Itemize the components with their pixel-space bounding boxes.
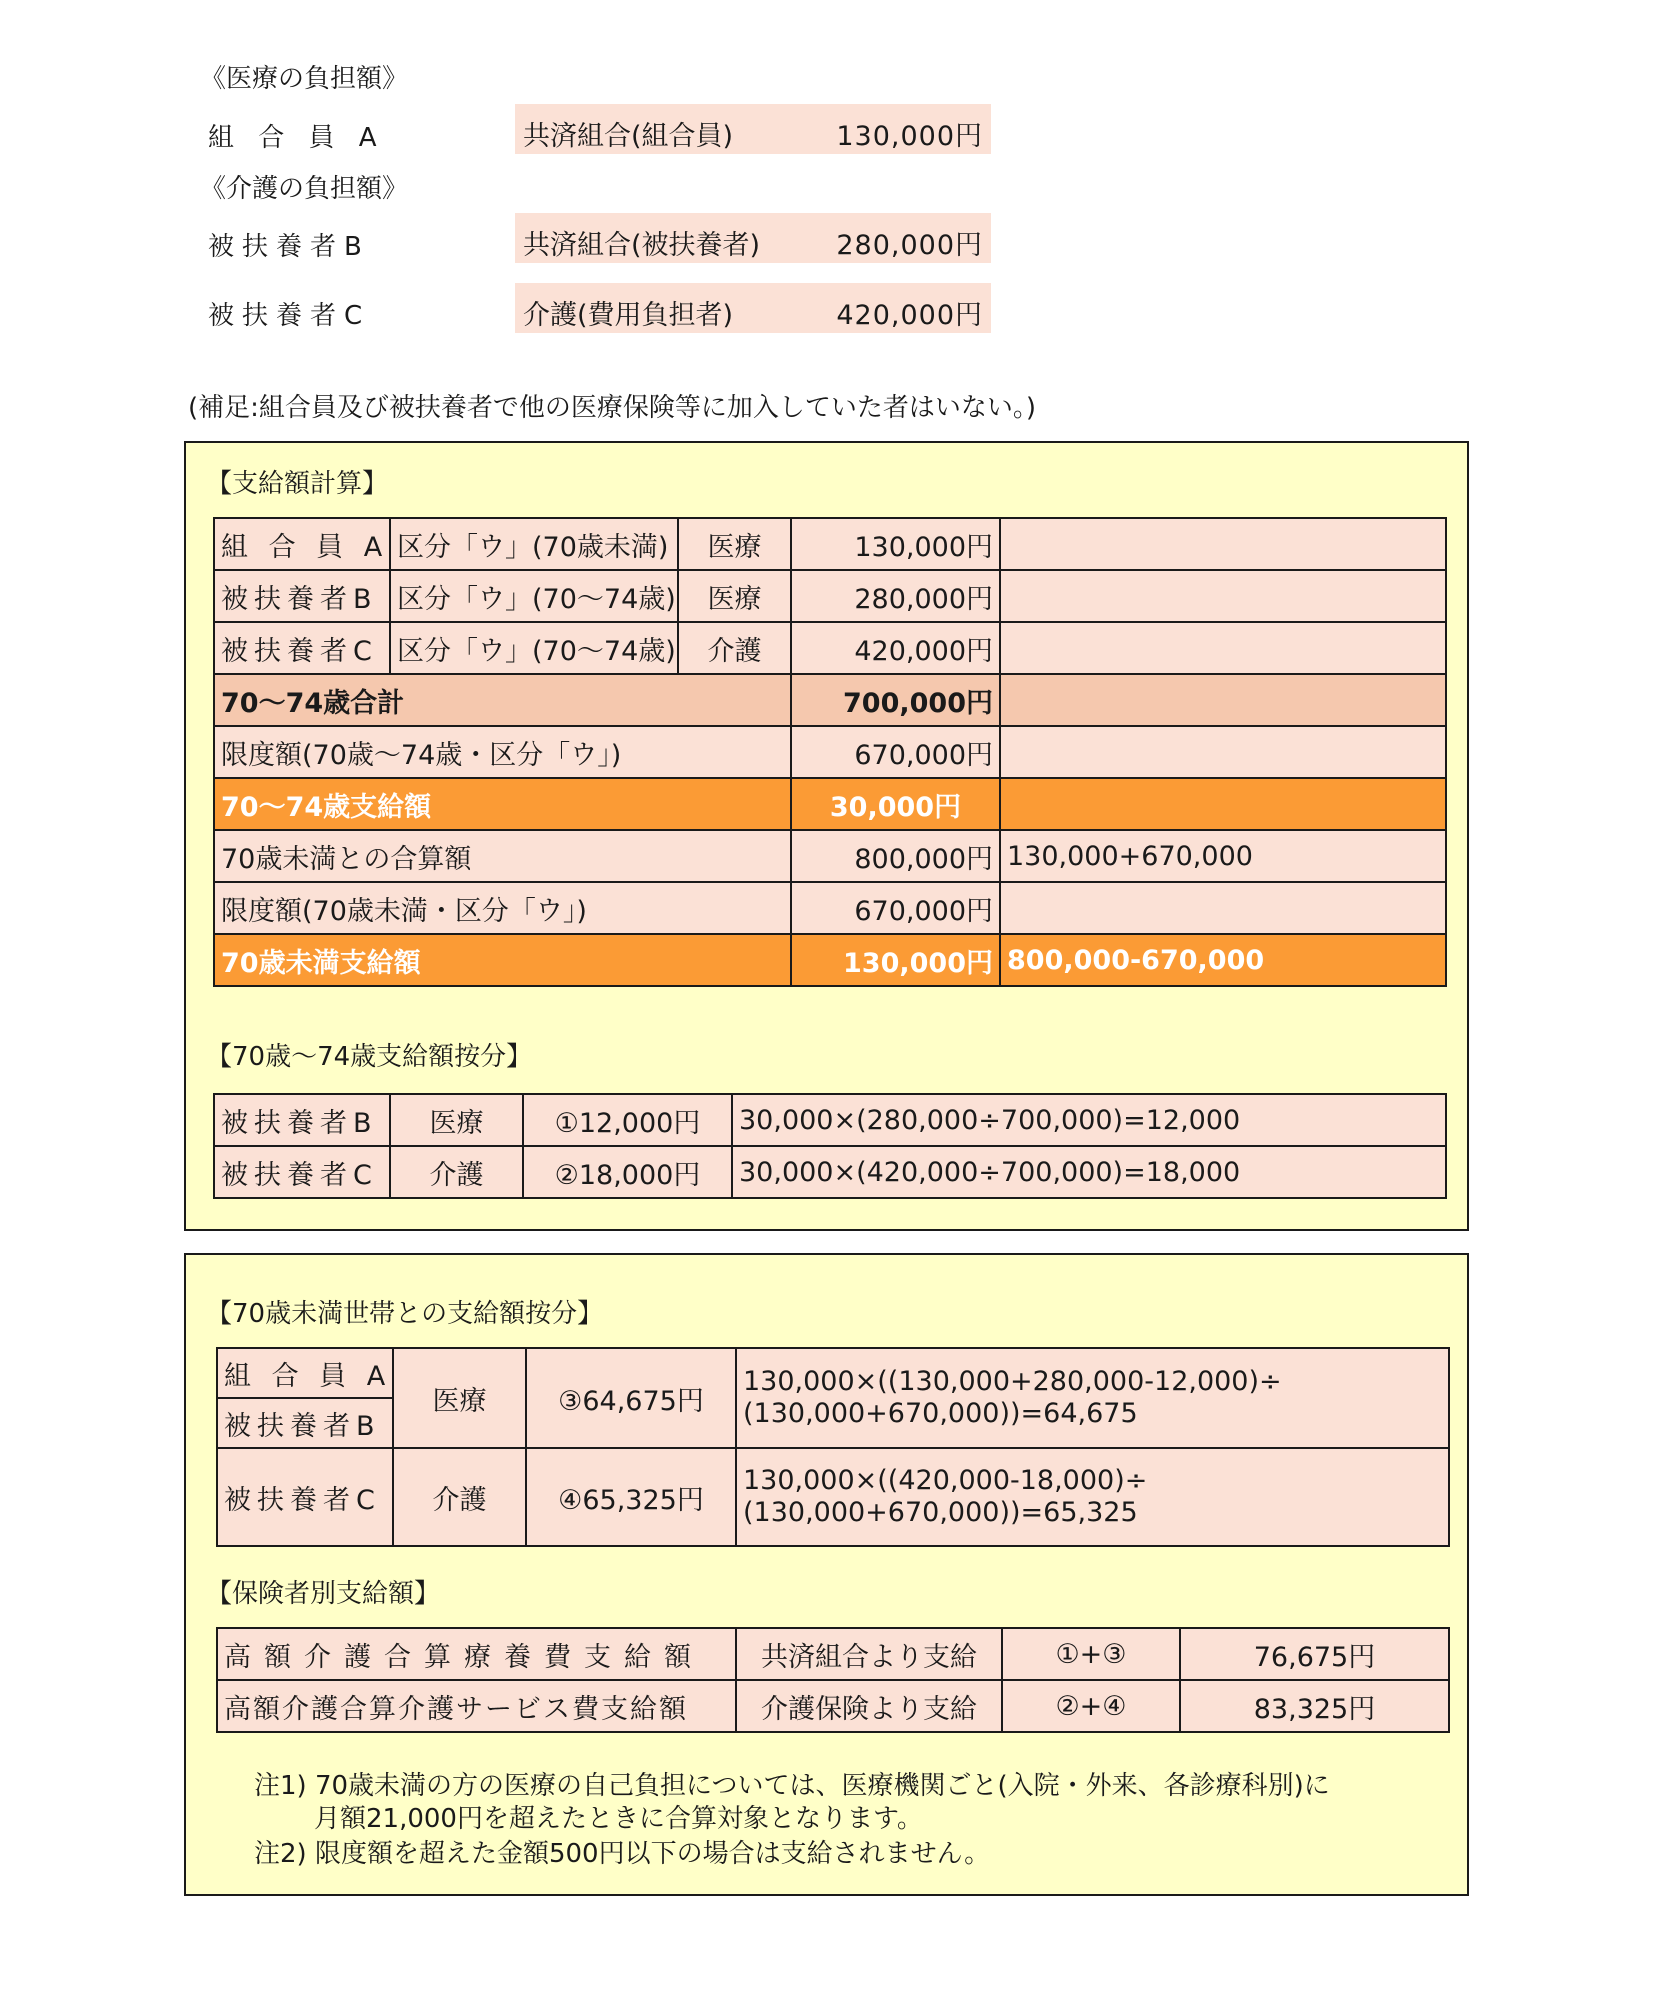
member-a-amount: 130,000円 xyxy=(836,121,983,152)
table-row xyxy=(214,622,1446,674)
amount-cell: 420,000円 xyxy=(791,622,1000,674)
dependent-b-label: 被扶養者B xyxy=(208,232,370,262)
benefit-row xyxy=(214,934,1446,986)
person-name-cell: 被扶養者C xyxy=(214,622,390,674)
dependent-c-label: 被扶養者C xyxy=(208,301,371,331)
type-cell: 介護 xyxy=(678,622,791,674)
calc-cell: ②+④ xyxy=(1002,1680,1180,1732)
formula-line-2: (130,000+670,000))=65,325 xyxy=(743,1497,1138,1528)
table-row xyxy=(214,1146,1446,1198)
insurer-benefit-title: 【保険者別支給額】 xyxy=(206,1579,441,1609)
amount-cell: ③64,675円 xyxy=(526,1348,736,1448)
member-a-label: 組 合 員 A xyxy=(208,123,385,153)
limit-row xyxy=(214,726,1446,778)
note-cell xyxy=(1000,518,1446,570)
person-name-cell: 被扶養者C xyxy=(214,1146,390,1198)
type-cell: 介護 xyxy=(390,1146,523,1198)
table-row xyxy=(217,1348,1449,1398)
summary-label-cell: 70〜74歳合計 xyxy=(214,674,791,726)
payer-cell: 共済組合より支給 xyxy=(736,1628,1002,1680)
member-a-box-label: 共済組合(組合員) xyxy=(523,121,734,152)
dependent-b-amount-box xyxy=(515,213,991,263)
limit-row xyxy=(214,882,1446,934)
person-name-cell: 被扶養者C xyxy=(217,1448,393,1546)
care-burden-heading: 《介護の負担額》 xyxy=(200,174,409,204)
benefit-amount-cell: 83,325円 xyxy=(1180,1680,1449,1732)
summary-amount-cell: 670,000円 xyxy=(791,726,1000,778)
formula-cell: 30,000×(280,000÷700,000)=12,000 xyxy=(732,1094,1446,1146)
note-2: 注2) 限度額を超えた金額500円以下の場合は支給されません。 xyxy=(254,1839,991,1869)
summary-label-cell: 70歳未満との合算額 xyxy=(214,830,791,882)
person-name-cell: 組 合 員 A xyxy=(214,518,390,570)
medical-burden-heading: 《医療の負担額》 xyxy=(200,64,409,94)
supplement-note: (補足:組合員及び被扶養者で他の医療保険等に加入していた者はいない。) xyxy=(188,393,1037,423)
table-row xyxy=(214,570,1446,622)
benefit-name-cell: 高額介護合算療養費支給額 xyxy=(217,1628,736,1680)
table-row xyxy=(217,1680,1449,1732)
payer-cell: 介護保険より支給 xyxy=(736,1680,1002,1732)
dependent-b-box-label: 共済組合(被扶養者) xyxy=(523,230,761,261)
formula-cell xyxy=(736,1348,1449,1448)
allocation-70-74-title: 【70歳〜74歳支給額按分】 xyxy=(206,1042,533,1072)
benefit-calculation-title: 【支給額計算】 xyxy=(206,469,389,499)
household-allocation-title: 【70歳未満世帯との支給額按分】 xyxy=(206,1299,604,1329)
formula-line-2: (130,000+670,000))=64,675 xyxy=(743,1398,1138,1429)
summary-amount-cell: 30,000円 xyxy=(791,778,1000,830)
summary-amount-cell: 800,000円 xyxy=(791,830,1000,882)
benefit-calculation-table xyxy=(213,517,1447,987)
dependent-c-box-label: 介護(費用負担者) xyxy=(523,300,734,331)
summary-note-cell xyxy=(1000,778,1446,830)
benefit-name-cell: 高額介護合算介護サービス費支給額 xyxy=(217,1680,736,1732)
person-name-cell: 組 合 員 A xyxy=(217,1348,393,1398)
summary-label-cell: 限度額(70歳未満・区分「ウ」) xyxy=(214,882,791,934)
formula-line-1: 130,000×((420,000-18,000)÷ xyxy=(743,1465,1148,1496)
person-name-cell: 被扶養者B xyxy=(217,1398,393,1448)
summary-label-cell: 70〜74歳支給額 xyxy=(214,778,791,830)
summary-note-cell: 800,000-670,000 xyxy=(1000,934,1446,986)
note-cell xyxy=(1000,622,1446,674)
type-cell: 医療 xyxy=(678,518,791,570)
allocation-70-74-table xyxy=(213,1093,1447,1199)
amount-cell: ②18,000円 xyxy=(523,1146,732,1198)
category-cell: 区分「ウ」(70〜74歳) xyxy=(390,622,678,674)
summary-note-cell xyxy=(1000,882,1446,934)
member-a-amount-box xyxy=(515,104,991,154)
summary-note-cell xyxy=(1000,674,1446,726)
amount-cell: 280,000円 xyxy=(791,570,1000,622)
table-row xyxy=(217,1628,1449,1680)
calc-cell: ①+③ xyxy=(1002,1628,1180,1680)
summary-amount-cell: 700,000円 xyxy=(791,674,1000,726)
table-row xyxy=(217,1448,1449,1546)
type-cell: 介護 xyxy=(393,1448,526,1546)
benefit-calculation-panel xyxy=(184,441,1469,1231)
amount-cell: ④65,325円 xyxy=(526,1448,736,1546)
table-row xyxy=(214,518,1446,570)
type-cell: 医療 xyxy=(390,1094,523,1146)
summary-note-cell: 130,000+670,000 xyxy=(1000,830,1446,882)
total-row xyxy=(214,674,1446,726)
type-cell: 医療 xyxy=(678,570,791,622)
formula-line-1: 130,000×((130,000+280,000-12,000)÷ xyxy=(743,1366,1282,1397)
note-cell xyxy=(1000,570,1446,622)
summary-label-cell: 限度額(70歳〜74歳・区分「ウ」) xyxy=(214,726,791,778)
amount-cell: 130,000円 xyxy=(791,518,1000,570)
category-cell: 区分「ウ」(70歳未満) xyxy=(390,518,678,570)
benefit-row xyxy=(214,778,1446,830)
summary-amount-cell: 130,000円 xyxy=(791,934,1000,986)
amount-cell: ①12,000円 xyxy=(523,1094,732,1146)
insurer-benefit-table xyxy=(216,1627,1450,1733)
combined-row xyxy=(214,830,1446,882)
summary-label-cell: 70歳未満支給額 xyxy=(214,934,791,986)
category-cell: 区分「ウ」(70〜74歳) xyxy=(390,570,678,622)
person-name-cell: 被扶養者B xyxy=(214,1094,390,1146)
household-allocation-panel xyxy=(184,1253,1469,1896)
dependent-c-amount: 420,000円 xyxy=(836,300,983,331)
household-allocation-table xyxy=(216,1347,1450,1547)
table-row xyxy=(214,1094,1446,1146)
dependent-c-amount-box xyxy=(515,283,991,333)
person-name-cell: 被扶養者B xyxy=(214,570,390,622)
note-1-line-1: 注1) 70歳未満の方の医療の自己負担については、医療機関ごと(入院・外来、各診療科別)に xyxy=(254,1771,1330,1801)
formula-cell xyxy=(736,1448,1449,1546)
formula-cell: 30,000×(420,000÷700,000)=18,000 xyxy=(732,1146,1446,1198)
dependent-b-amount: 280,000円 xyxy=(836,230,983,261)
summary-note-cell xyxy=(1000,726,1446,778)
type-cell: 医療 xyxy=(393,1348,526,1448)
summary-amount-cell: 670,000円 xyxy=(791,882,1000,934)
note-1-line-2: 月額21,000円を超えたときに合算対象となります。 xyxy=(314,1804,923,1834)
benefit-amount-cell: 76,675円 xyxy=(1180,1628,1449,1680)
